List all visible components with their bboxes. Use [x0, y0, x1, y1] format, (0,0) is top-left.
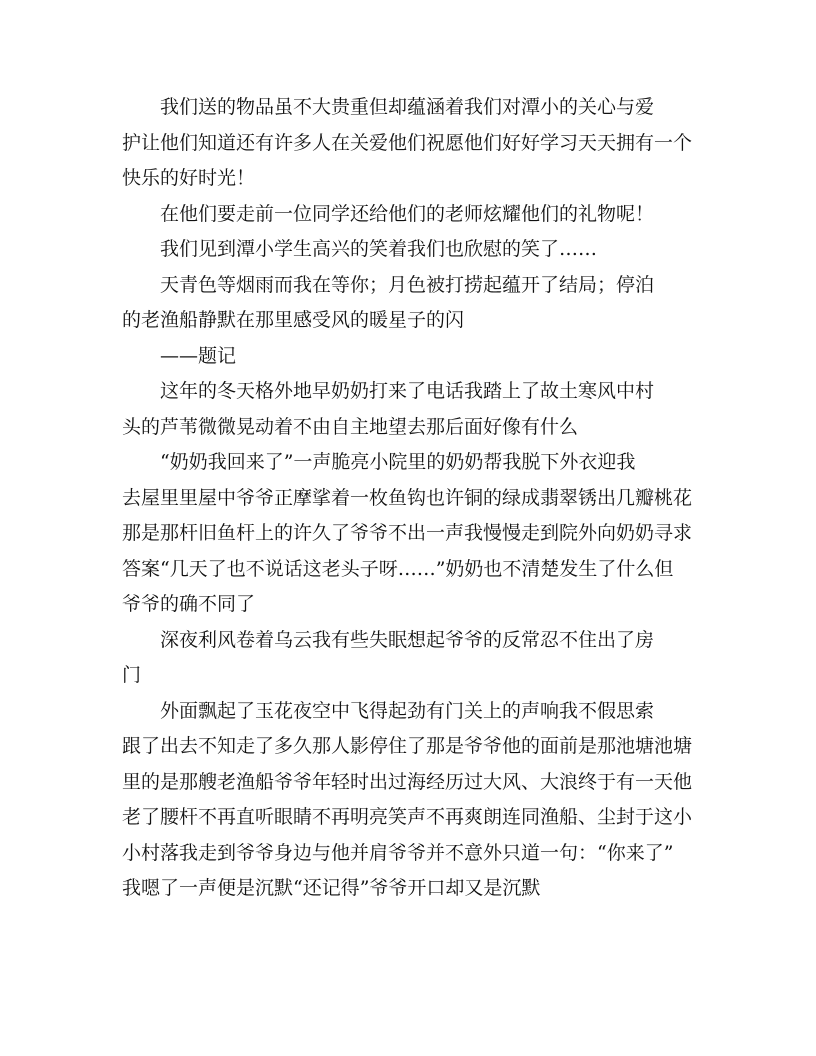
text-line: 里的是那艘老渔船爷爷年轻时出过海经历过大风、大浪终于有一天他: [122, 770, 693, 793]
paragraph: [122, 339, 692, 375]
paragraph: [122, 623, 692, 694]
paragraph: [122, 374, 692, 445]
text-line: 护让他们知道还有许多人在关爱他们祝愿他们好好学习天天拥有一个: [122, 131, 693, 154]
text-line: 去屋里里屋中爷爷正摩挲着一枚鱼钩也许铜的绿成翡翠锈出几瓣桃花: [122, 486, 693, 509]
text-line: 我们送的物品虽不大贵重但却蕴涵着我们对潭小的关心与爱: [160, 96, 655, 118]
paragraph: [122, 268, 692, 339]
text-line: 我们见到潭小学生高兴的笑着我们也欣慰的笑了……: [160, 238, 598, 260]
text-line: 深夜利风卷着乌云我有些失眠想起爷爷的反常忍不住出了房: [160, 628, 655, 651]
text-line: 在他们要走前一位同学还给他们的老师炫耀他们的礼物呢！: [160, 202, 655, 225]
text-line: 门: [122, 664, 142, 686]
text-line: 的老渔船静默在那里感受风的暖星子的闪: [122, 309, 465, 331]
text-line: 这年的冬天格外地早奶奶打来了电话我踏上了故土寒风中村: [160, 380, 655, 402]
text-line: “奶奶我回来了”一声脆亮小院里的奶奶帮我脱下外衣迎我: [160, 451, 636, 473]
text-line: ——题记: [160, 344, 237, 367]
document-page: [122, 90, 692, 907]
text-line: 外面飘起了玉花夜空中飞得起劲有门关上的声响我不假思索: [160, 699, 655, 722]
text-line: 天青色等烟雨而我在等你；月色被打捞起蕴开了结局；停泊: [160, 273, 655, 296]
text-line: 小村落我走到爷爷身边与他并肩爷爷并不意外只道一句：“你来了”: [122, 841, 674, 864]
text-line: 快乐的好时光！: [122, 167, 256, 189]
paragraph: [122, 445, 692, 623]
text-line: 头的芦苇微微晃动着不由自主地望去那后面好像有什么: [122, 415, 579, 438]
text-line: 那是那杆旧鱼杆上的许久了爷爷不出一声我慢慢走到院外向奶奶寻求: [122, 522, 693, 544]
text-line: 答案“几天了也不说话这老头子呀……”奶奶也不清楚发生了什么但: [122, 557, 674, 580]
text-line: 我嗯了一声便是沉默“还记得”爷爷开口却又是沉默: [122, 877, 541, 899]
paragraph: [122, 90, 692, 197]
paragraph: [122, 232, 692, 268]
text-line: 老了腰杆不再直听眼睛不再明亮笑声不再爽朗连同渔船、尘封于这小: [122, 806, 693, 828]
paragraph: [122, 197, 692, 233]
text-line: 跟了出去不知走了多久那人影停住了那是爷爷他的面前是那池塘池塘: [122, 735, 693, 757]
paragraph: [122, 694, 692, 907]
text-line: 爷爷的确不同了: [122, 593, 256, 615]
